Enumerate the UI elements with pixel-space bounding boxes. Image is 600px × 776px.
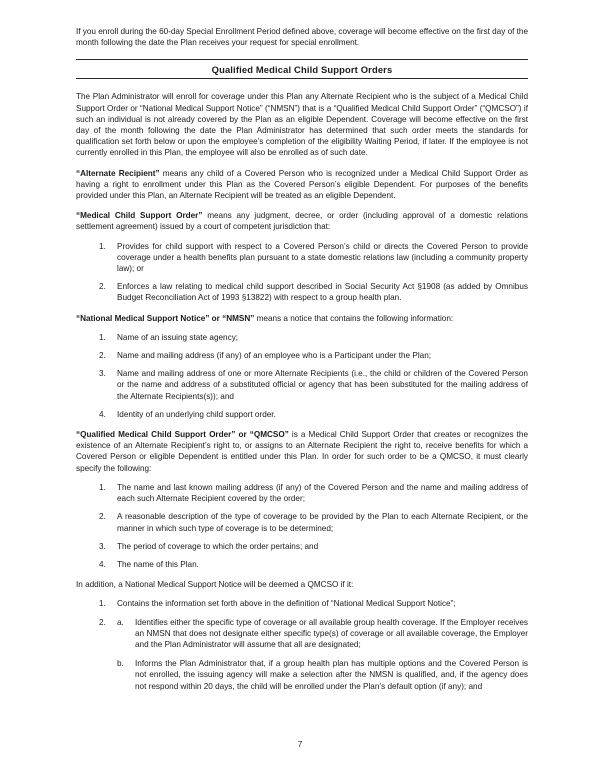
- list-item: [76, 617, 528, 692]
- list-marker: 2.: [99, 512, 106, 522]
- list-text: Name of an issuing state agency;: [117, 332, 239, 342]
- alternate-recipient-term: “Alternate Recipient”: [76, 168, 160, 178]
- list-item: [76, 350, 528, 361]
- list-marker: 4.: [99, 409, 106, 419]
- list-text: The name and last known mailing address (if any) of the Covered Person and the name and mailing address of each such Alternate Recipient covered by the order;: [117, 482, 528, 504]
- nmsn-term: “National Medical Support Notice” or “NMSN”: [76, 313, 255, 323]
- list-item: [76, 409, 528, 420]
- list-item: [76, 482, 528, 504]
- in-addition-paragraph: In addition, a National Medical Support Notice will be deemed a QMCSO if it:: [76, 580, 354, 590]
- list-text: The period of coverage to which the order pertains; and: [117, 541, 319, 551]
- list-text: Provides for child support with respect to a Covered Person’s child or directs the Covered Person to provide coverage under a health benefits plan pursuant to a state domestic relations law (including a community property law); or: [117, 241, 528, 274]
- list-marker: 1.: [99, 599, 106, 609]
- header-rule-bottom: [76, 78, 528, 79]
- list-marker: 1.: [99, 332, 106, 342]
- list-text: Identity of an underlying child support order.: [117, 409, 276, 419]
- deemed-sub-list: [117, 617, 528, 692]
- list-item: [76, 368, 528, 402]
- mcso-term: “Medical Child Support Order”: [76, 211, 203, 221]
- list-item: [76, 281, 528, 303]
- list-marker: 1.: [99, 241, 106, 251]
- list-marker: 3.: [99, 541, 106, 551]
- mcso-paragraph: [76, 210, 528, 232]
- list-text: Identifies either the specific type of coverage or all available group health coverage. If the Employer receives an NMSN that does not designate either specific type(s) of coverage or all available coverage, the Employer and the Plan Administrator will assume that all are designated;: [135, 617, 528, 649]
- list-marker: a.: [117, 617, 124, 627]
- list-marker: 2.: [99, 282, 106, 292]
- nmsn-list: [76, 332, 528, 420]
- mcso-definition: means any judgment, decree, or order (including approval of a domestic relations settlement agreement) issued by a court of competent jurisdiction that:: [76, 211, 528, 232]
- qmcso-paragraph: [76, 429, 528, 474]
- list-item: [76, 241, 528, 275]
- list-item: [76, 598, 528, 609]
- list-marker: 4.: [99, 559, 106, 569]
- list-marker: 3.: [99, 369, 106, 379]
- intro-paragraph: If you enroll during the 60-day Special Enrollment Period defined above, coverage will become effective on the first day of the month following the date the Plan receives your request for special enrollment.: [76, 27, 528, 48]
- list-item: [76, 332, 528, 343]
- qmcso-definition: is a Medical Child Support Order that creates or recognizes the existence of an Alternate Recipient’s right to, or assigns to an Alternate Recipient the right to, receive benefits for which a Covered Person or eligible Dependent is entitled under this Plan. In order for such order to be a QMCSO, it must clearly specify the following:: [76, 430, 528, 473]
- document-content: [76, 26, 528, 701]
- list-text: The name of this Plan.: [117, 559, 199, 569]
- section-header: [76, 59, 528, 79]
- plan-administrator-paragraph: The Plan Administrator will enroll for coverage under this Plan any Alternate Recipient who is the subject of a Medical Child Support Order or “National Medical Support Notice” (“NMSN”) that is a “Qualified Medical Child Support Order” (“QMCSO”) if such an individual is not already covered by the Plan as an eligible Dependent. Coverage will become effective on the first day of the month following the date the Plan Administrator has determined that such order meets the standards for qualification set forth below or upon the employee’s completion of the eligibility Waiting Period, if later. If the employee is not currently enrolled in this Plan, the employee will also be enrolled as of such date.: [76, 92, 528, 158]
- list-text: Name and mailing address (if any) of an employee who is a Participant under the Plan;: [117, 351, 432, 361]
- list-text: Informs the Plan Administrator that, if a group health plan has multiple options and the Covered Person is not enrolled, the issuing agency will make a selection after the NMSN is qualified, and, if the agency does not respond within 20 days, the child will be enrolled under the Plan’s default option (if any); and: [135, 659, 528, 691]
- list-item: [76, 559, 528, 570]
- list-text: Name and mailing address of one or more Alternate Recipients (i.e., the child or children of the Covered Person or the name and address of a substituted official or agency that has been substituted for the mailing address of the Alternate Recipients(s)); and: [117, 369, 528, 401]
- deemed-qmcso-list: [76, 598, 528, 691]
- mcso-list: [76, 241, 528, 304]
- page-number: 7: [297, 739, 303, 749]
- list-item: [76, 541, 528, 552]
- section-header-title: Qualified Medical Child Support Orders: [211, 63, 393, 75]
- nmsn-paragraph: [76, 313, 528, 324]
- list-item: [117, 617, 528, 651]
- qmcso-list: [76, 482, 528, 570]
- qmcso-term: “Qualified Medical Child Support Order” or “QMCSO”: [76, 430, 289, 440]
- list-text: Enforces a law relating to medical child support described in Social Security Act §1908 (as added by Omnibus Budget Reconciliation Act of 1993 §13822) with respect to a group health plan.: [117, 282, 528, 303]
- list-marker: 2.: [99, 351, 106, 361]
- nmsn-definition: means a notice that contains the following information:: [254, 313, 454, 323]
- alternate-recipient-paragraph: [76, 168, 528, 202]
- list-item: [117, 658, 528, 692]
- list-text: Contains the information set forth above in the definition of “National Medical Support Notice”;: [117, 599, 456, 609]
- deemed-sublist-wrapper: [117, 617, 528, 692]
- list-item: [76, 511, 528, 533]
- list-marker: b.: [117, 659, 124, 669]
- alternate-recipient-definition: means any child of a Covered Person who is recognized under a Medical Child Support Order as having a right to enrollment under this Plan as the Covered Person’s eligible Dependent. For purposes of the benefits provided under this Plan, an Alternate Recipient will be treated as an eligible Dependent.: [76, 168, 528, 201]
- list-marker: 2.: [99, 617, 106, 627]
- list-text: A reasonable description of the type of coverage to be provided by the Plan to each Alternate Recipient, or the manner in which such type of coverage is to be determined;: [117, 512, 528, 533]
- list-marker: 1.: [99, 482, 106, 492]
